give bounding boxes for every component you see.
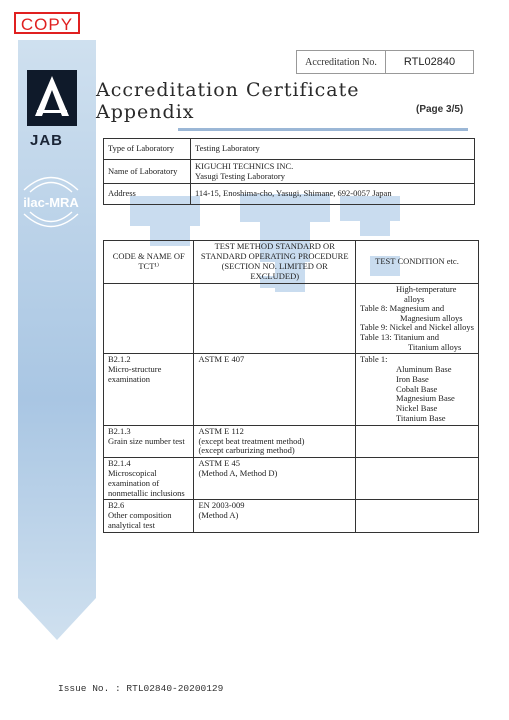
method-line: EN 2003-009 [198, 500, 245, 511]
cond-line: Iron Base [396, 373, 429, 384]
tct-name: examination of [108, 477, 160, 488]
header-code: CODE & NAME OF TCT¹⁾ [104, 241, 194, 284]
row0-method [194, 284, 356, 354]
table-row [104, 284, 479, 354]
row4-code [104, 500, 194, 533]
cond-line: Magnesium Base [396, 393, 455, 404]
cond-line: alloys [404, 293, 425, 304]
jab-text: JAB [30, 132, 64, 149]
table-row [104, 500, 479, 533]
cond-line: Titanium Base [396, 412, 446, 423]
cond-line: High-temperature [396, 284, 457, 294]
jab-logo [27, 70, 77, 126]
info-row-name [104, 160, 475, 184]
tct-name: Microscopical [108, 467, 157, 478]
row4-method [194, 500, 356, 533]
code: B2.1.2 [108, 354, 131, 365]
page-number: (Page 3/5) [416, 104, 464, 115]
table-header-row [104, 241, 479, 284]
accreditation-number: RTL02840 [403, 56, 456, 68]
cond-line: Nickel Base [396, 403, 438, 414]
code: B2.6 [108, 500, 125, 511]
row2-condition [356, 425, 479, 457]
accreditation-label: Accreditation No. [297, 51, 386, 73]
header-condition: TEST CONDITION etc. [356, 241, 479, 284]
svg-text:ilac-MRA: ilac-MRA [23, 195, 79, 210]
table-row [104, 354, 479, 426]
row2-code [104, 425, 194, 457]
cond-line: Aluminum Base [396, 363, 452, 374]
info-row-type [104, 139, 475, 160]
address-value: 114-15, Enoshima-cho, Yasugi, Shimane, 692-0057 Japan [191, 184, 475, 205]
cond-line: Cobalt Base [396, 383, 438, 394]
type-value: Testing Laboratory [191, 139, 475, 160]
row1-code [104, 354, 194, 426]
row1-method: ASTM E 407 [194, 354, 356, 426]
method-line: ASTM E 45 [198, 458, 240, 469]
row3-method [194, 458, 356, 500]
tct-name: analytical test [108, 519, 155, 530]
address-label: Address [104, 184, 191, 205]
tct-name: Grain size number test [108, 435, 185, 446]
scope-table [103, 240, 479, 533]
row3-condition [356, 458, 479, 500]
method-line: ASTM E 112 [198, 425, 244, 436]
header-method: TEST METHOD STANDARD OR STANDARD OPERATING PROCEDURE (SECTION NO. LIMITED OR EXCLUDED) [194, 241, 356, 284]
title-line-2: Appendix [96, 101, 195, 123]
name-line-1: KIGUCHI TECHNICS INC. [195, 161, 294, 171]
table-row [104, 458, 479, 500]
method-line: (Method A, Method D) [198, 467, 278, 478]
copy-stamp: COPY [14, 12, 80, 34]
cond-line: Table 8: Magnesium and [360, 303, 445, 314]
code: B2.1.3 [108, 425, 131, 436]
certificate-title [96, 80, 360, 122]
issue-number: Issue No. : RTL02840-20200129 [58, 683, 224, 694]
method-line: (except beat treatment method) [198, 435, 305, 446]
method-line: (except carburizing method) [198, 445, 295, 456]
cond-line: Titanium alloys [408, 341, 462, 352]
tct-name: examination [108, 373, 151, 384]
name-line-2: Yasugi Testing Laboratory [195, 170, 285, 181]
row0-condition [356, 284, 479, 354]
tct-name: Other composition [108, 510, 172, 521]
cond-line: Table 13: Titanium and [360, 331, 439, 342]
row0-code [104, 284, 194, 354]
code: B2.1.4 [108, 458, 131, 469]
name-value [191, 160, 475, 184]
title-line-1: Accreditation Certificate [96, 79, 360, 101]
info-row-address [104, 184, 475, 205]
table-row [104, 425, 479, 457]
row2-method [194, 425, 356, 457]
row4-condition [356, 500, 479, 533]
type-label: Type of Laboratory [104, 139, 191, 160]
title-rule [178, 128, 468, 131]
laboratory-info-table [103, 138, 475, 205]
name-label: Name of Laboratory [104, 160, 191, 184]
tct-name: Micro-structure [108, 363, 162, 374]
row3-code [104, 458, 194, 500]
ilac-mra-logo [14, 160, 88, 244]
cond-line: Magnesium alloys [400, 312, 463, 323]
side-ribbon [18, 40, 96, 640]
method-line: (Method A) [198, 510, 239, 521]
cond-line: Table 9: Nickel and Nickel alloys [360, 322, 474, 333]
row1-condition [356, 354, 479, 426]
accreditation-number-box [296, 50, 474, 74]
cond-line: Table 1: [360, 354, 388, 365]
tct-name: nonmetallic inclusions [108, 487, 185, 498]
